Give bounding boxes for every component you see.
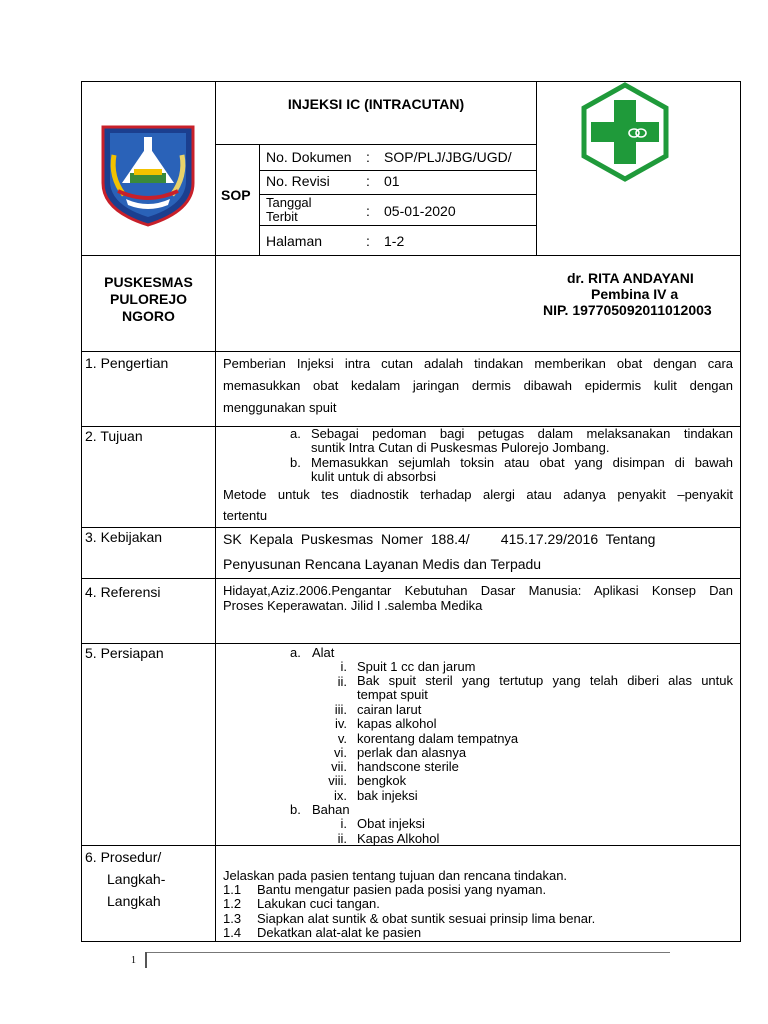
signatory-nip: NIP. 197705092011012003 <box>543 302 712 318</box>
alat-item: bak injeksi <box>357 788 418 803</box>
section-label-prosedur: 6. Prosedur/ Langkah- Langkah <box>85 849 166 909</box>
alat-num: ii. <box>337 674 347 689</box>
alat-num: vii. <box>331 759 347 774</box>
alat-num: viii. <box>328 773 347 788</box>
bahan-label: Bahan <box>312 802 350 817</box>
step-num: 1.2 <box>223 896 242 911</box>
kebijakan-text: SK Kepala Puskesmas Nomer 188.4/ 415.17.29/2016 Tentang Penyusunan Rencana Layanan Medis dan Terpadu <box>223 531 656 572</box>
section-label-tujuan: 2. Tujuan <box>85 428 143 444</box>
section-label-referensi: 4. Referensi <box>85 584 161 600</box>
alat-num: vi. <box>334 745 347 760</box>
page-number: 1 <box>131 955 136 966</box>
alat-item: Spuit 1 cc dan jarum <box>357 659 476 674</box>
document-title: INJEKSI IC (INTRACUTAN) <box>287 96 465 112</box>
doc-field-label-tanggal: Tanggal Terbit <box>266 195 312 224</box>
doc-field-label-dokumen: No. Dokumen <box>266 149 352 165</box>
bahan-item: Obat injeksi <box>357 816 425 831</box>
signatory-block <box>537 270 737 318</box>
step-num: 1.3 <box>223 911 242 926</box>
alat-marker: a. <box>290 645 301 660</box>
step-text: Bantu mengatur pasien pada posisi yang nyaman. <box>257 882 547 897</box>
alat-item: handscone sterile <box>357 759 459 774</box>
doc-field-label-halaman: Halaman <box>266 233 323 249</box>
alat-num: iv. <box>334 716 347 731</box>
doc-field-value-halaman: 1-2 <box>384 233 405 249</box>
puskesmas-logo <box>575 82 675 182</box>
alat-item: korentang dalam tempatnya <box>357 731 519 746</box>
tujuan-extra: Metode untuk tes diadnostik terhadap alergi atau adanya penyakit –penyakit tertentu <box>223 487 733 523</box>
alat-item: kapas alkohol <box>357 716 437 731</box>
step-num: 1.1 <box>223 882 242 897</box>
sop-label: SOP <box>221 187 251 203</box>
doc-field-value-revisi: 01 <box>384 173 400 189</box>
alat-item: cairan larut <box>357 702 422 717</box>
doc-field-value-dokumen: SOP/PLJ/JBG/UGD/ <box>384 149 512 165</box>
bahan-num: i. <box>340 816 347 831</box>
tujuan-item-a: Sebagai pedoman bagi petugas dalam melaksanakan tindakan suntik Intra Cutan di Puskesmas Pulorejo Jombang. <box>311 426 733 455</box>
alat-item: Bak spuit steril yang tertutup yang telah diberi alas untuk tempat spuit <box>357 673 733 702</box>
pengertian-text: Pemberian Injeksi intra cutan adalah tindakan memberikan obat dengan cara memasukkan obat kedalam jaringan dermis dibawah epidermis kulit dengan menggunakan spuit <box>223 356 733 415</box>
prosedur-intro: Jelaskan pada pasien tentang tujuan dan rencana tindakan. <box>223 868 568 883</box>
tujuan-item-b: Memasukkan sejumlah toksin atau obat yang disimpan di bawah kulit untuk di absorbsi <box>311 455 733 484</box>
signatory-rank: Pembina IV a <box>591 286 679 302</box>
doc-field-sep-revisi: : <box>366 173 370 189</box>
institution-name: PUSKESMAS PULOREJO NGORO <box>104 274 193 324</box>
bahan-marker: b. <box>290 802 301 817</box>
doc-field-value-tanggal: 05-01-2020 <box>384 203 456 219</box>
step-text: Lakukan cuci tangan. <box>257 896 380 911</box>
bahan-item: Kapas Alkohol <box>357 831 440 846</box>
alat-label: Alat <box>312 645 335 660</box>
footer-rule <box>145 952 670 953</box>
tujuan-marker-a: a. <box>290 426 301 441</box>
step-num: 1.4 <box>223 925 242 940</box>
doc-field-sep-tanggal: : <box>366 203 370 219</box>
footer-page-marker <box>145 952 147 968</box>
tujuan-marker-b: b. <box>290 455 301 470</box>
section-label-pengertian: 1. Pengertian <box>85 355 169 371</box>
step-text: Dekatkan alat-alat ke pasien <box>257 925 422 940</box>
alat-num: ix. <box>334 788 347 803</box>
section-label-kebijakan: 3. Kebijakan <box>85 529 163 545</box>
bahan-num: ii. <box>337 831 347 846</box>
alat-num: iii. <box>334 702 347 717</box>
referensi-text: Hidayat,Aziz.2006.Pengantar Kebutuhan Dasar Manusia: Aplikasi Konsep Dan Proses Keperawatan. Jilid I .salemba Medika <box>223 583 733 613</box>
doc-field-label-revisi: No. Revisi <box>266 173 330 189</box>
doc-field-sep-halaman: : <box>366 233 370 249</box>
doc-field-sep-dokumen: : <box>366 149 370 165</box>
step-text: Siapkan alat suntik & obat suntik sesuai prinsip lima benar. <box>257 911 596 926</box>
alat-item: perlak dan alasnya <box>357 745 467 760</box>
alat-num: v. <box>337 731 347 746</box>
alat-item: bengkok <box>357 773 407 788</box>
regency-crest-logo <box>100 125 196 227</box>
section-label-persiapan: 5. Persiapan <box>85 645 164 661</box>
signatory-name: dr. RITA ANDAYANI <box>567 270 694 286</box>
alat-num: i. <box>340 659 347 674</box>
